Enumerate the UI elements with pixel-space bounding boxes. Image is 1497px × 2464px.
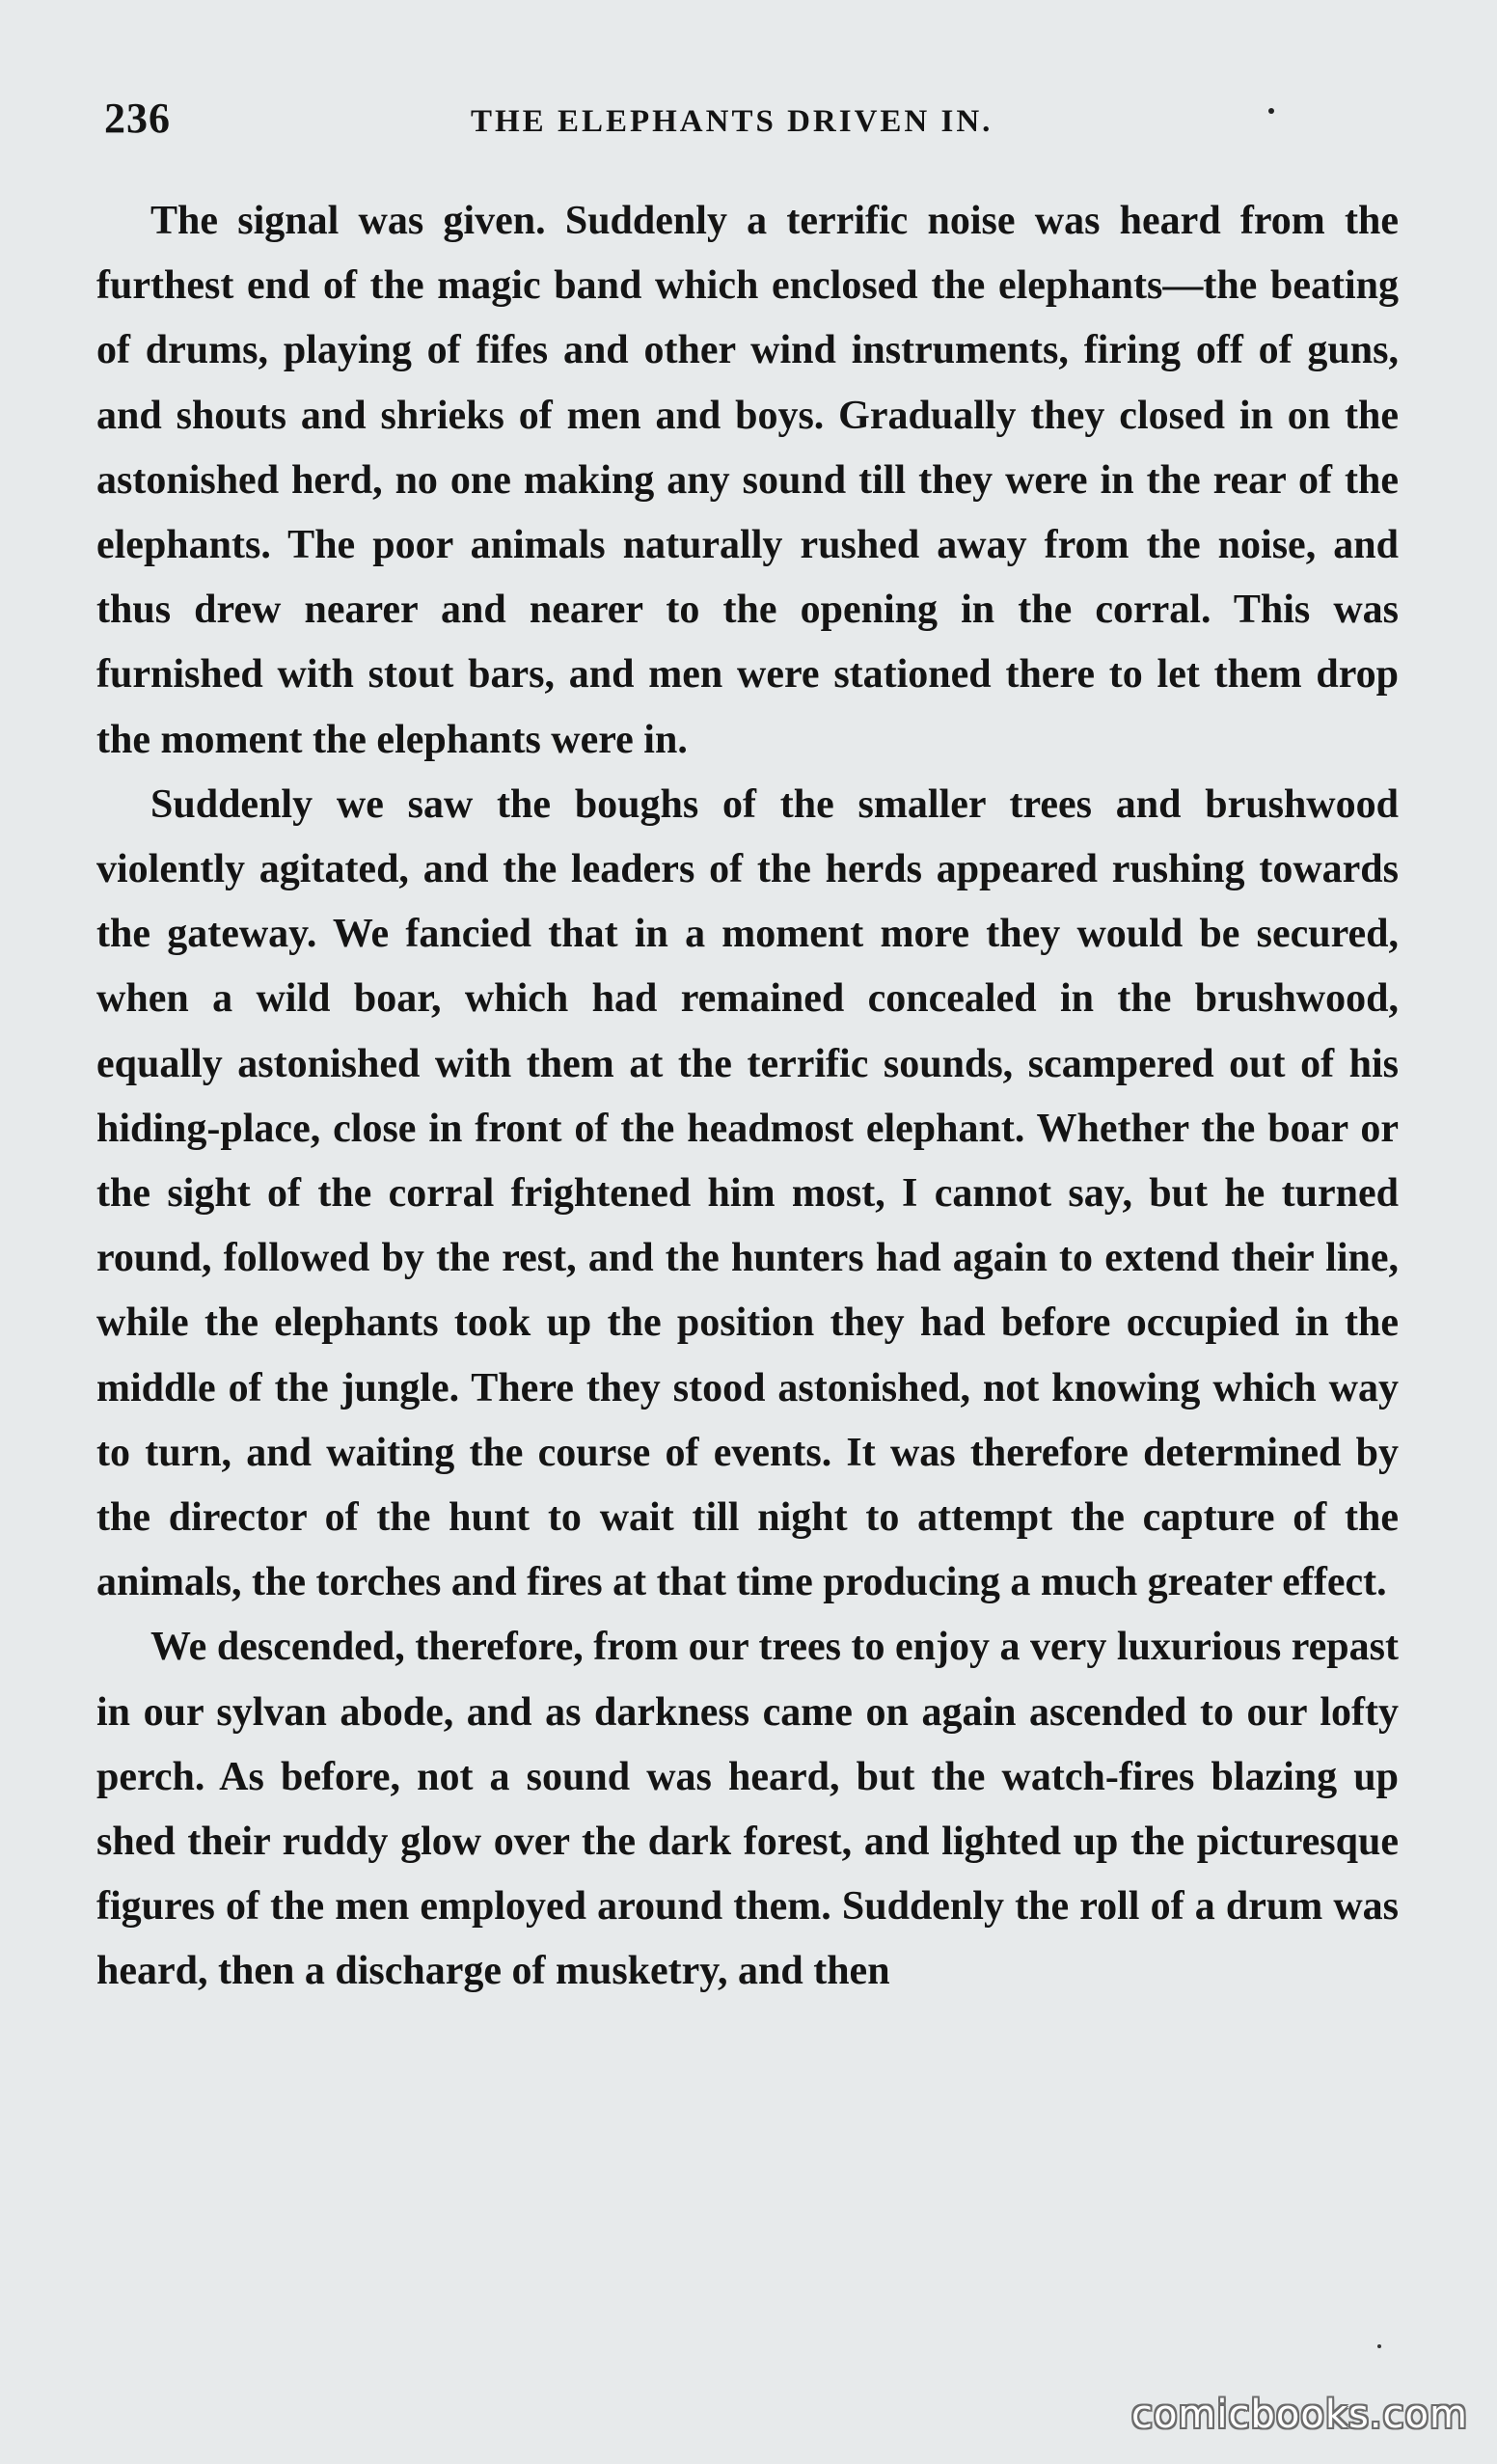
footer-dot	[1377, 2344, 1381, 2348]
body-text	[96, 189, 1399, 2005]
paragraph-1: The signal was given. Suddenly a terrific noise was heard from the furthest end of the magic band which enclosed the elephants—the beating of drums, playing of fifes and other wind instruments, firing off of guns, and shouts and shrieks of men and boys. Gradually they closed in on the astonished herd, no one making any sound till they were in the rear of the elephants. The poor animals naturally rushed away from the noise, and thus drew nearer and nearer to the opening in the corral. This was furnished with stout bars, and men were stationed there to let them drop the moment the elephants were in.	[96, 199, 1399, 762]
running-head: THE ELEPHANTS DRIVEN IN.	[471, 104, 993, 139]
page-header	[104, 95, 1400, 152]
watermark: comicbooks.com	[1130, 2393, 1468, 2437]
header-dot	[1268, 108, 1274, 114]
paragraph-2: Suddenly we saw the boughs of the smaller trees and brushwood violently agitated, and the leaders of the herds appeared rushing towards the gateway. We fancied that in a moment more they would be secured, when a wild boar, which had remained concealed in the brushwood, equally astonished with them at the terrific sounds, scampered out of his hiding-place, close in front of the headmost elephant. Whether the boar or the sight of the corral frightened him most, I cannot say, but he turned round, followed by the rest, and the hunters had again to extend their line, while the elephants took up the position they had before occupied in the middle of the jungle. There they stood astonished, not knowing which way to turn, and waiting the course of events. It was therefore determined by the director of the hunt to wait till night to attempt the capture of the animals, the torches and fires at that time producing a much greater effect.	[96, 781, 1399, 1605]
page-number: 236	[104, 95, 171, 142]
paragraph-3: We descended, therefore, from our trees to enjoy a very luxurious repast in our sylvan abode, and as darkness came on again ascended to our lofty perch. As before, not a sound was heard, but the watch-fires blazing up shed their ruddy glow over the dark forest, and lighted up the picturesque figures of the men employed around them. Suddenly the roll of a drum was heard, then a discharge of musketry, and then	[96, 1625, 1399, 1994]
